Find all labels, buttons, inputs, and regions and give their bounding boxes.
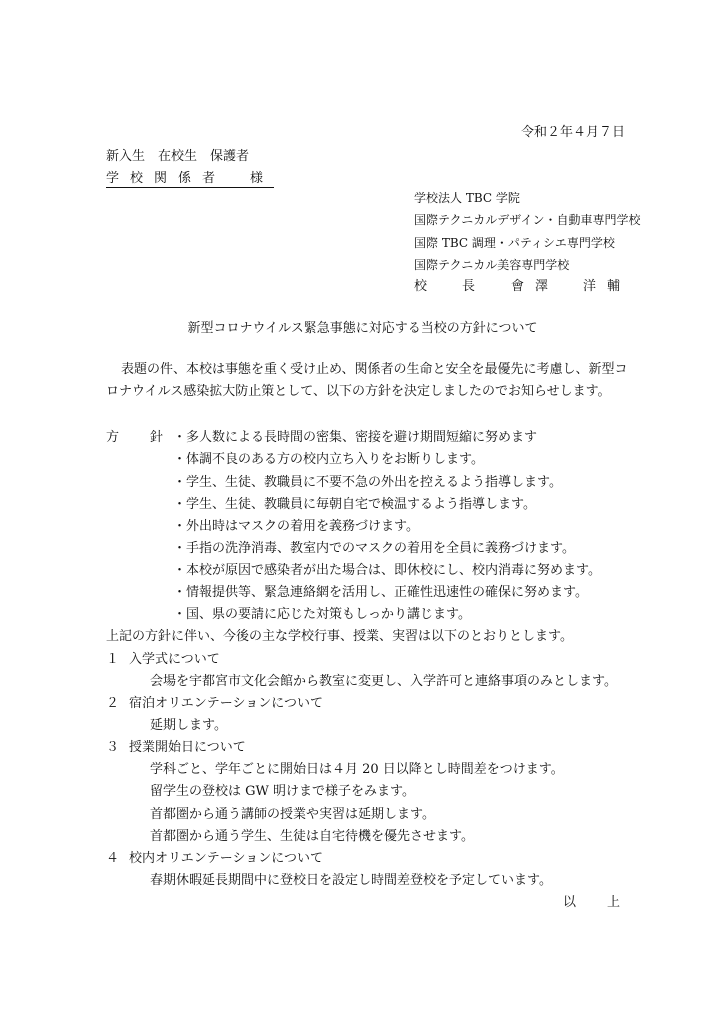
recipients-line-2: 学校関係者 様	[106, 171, 275, 186]
policy-item: ・手指の洗浄消毒、教室内でのマスクの着用を全員に義務づけます。	[173, 541, 575, 556]
document-date: 令和２年４月７日	[520, 125, 625, 140]
document-title: 新型コロナウイルス緊急事態に対応する当校の方針について	[187, 321, 538, 336]
closing: 以 上	[562, 895, 629, 910]
policy-item: ・情報提供等、緊急連絡網を活用し、正確性迅速性の確保に努めます。	[173, 585, 588, 600]
section-line: 留学生の登校は GW 明けまで様子をみます。	[150, 784, 415, 799]
section-line: 首都圏から通う学生、生徒は自宅待機を優先させます。	[150, 829, 474, 844]
section-line: 首都圏から通う講師の授業や実習は延期します。	[150, 807, 435, 822]
section-line: 会場を宇都宮市文化会館から教室に変更し、入学許可と連絡事項のみとします。	[150, 674, 617, 689]
sender-school-2: 国際 TBC 調理・パティシエ専門学校	[414, 236, 615, 250]
principal-name: 會澤 洋輔	[511, 279, 632, 294]
section-line: 春期休暇延長期間中に登校日を設定し時間差登校を予定しています。	[150, 873, 552, 888]
section-heading: 授業開始日について	[129, 740, 246, 755]
section-number: １	[106, 652, 120, 667]
section-line: 学科ごと、学年ごとに開始日は４月 20 日以降とし時間差をつけます。	[150, 762, 564, 777]
policy-item: ・多人数による長時間の密集、密接を避け期間短縮に努めます	[173, 430, 538, 445]
section-heading: 入学式について	[129, 652, 220, 667]
policy-item: ・体調不良のある方の校内立ち入りをお断りします。	[173, 452, 484, 467]
policy-item: ・国、県の要請に応じた対策もしっかり講じます。	[173, 607, 471, 622]
intro-line-2: ロナウイルス感染拡大防止策として、以下の方針を決定しましたのでお知らせします。	[106, 384, 611, 399]
policy-item: ・外出時はマスクの着用を義務づけます。	[173, 519, 419, 534]
policy-item: ・学生、生徒、教職員に毎朝自宅で検温するよう指導します。	[173, 497, 536, 512]
sender-school-3: 国際テクニカル美容専門学校	[414, 258, 570, 272]
section-heading: 宿泊オリエンテーションについて	[129, 696, 323, 711]
lead-in: 上記の方針に伴い、今後の主な学校行事、授業、実習は以下のとおりとします。	[106, 629, 573, 644]
section-number: ３	[106, 740, 120, 755]
intro-line-1: 表題の件、本校は事態を重く受け止め、関係者の生命と安全を最優先に考慮し、新型コ	[121, 362, 628, 377]
section-heading: 校内オリエンテーションについて	[129, 851, 323, 866]
principal-title: 校 長	[414, 279, 487, 294]
section-number: ４	[106, 851, 120, 866]
recipients-line-1: 新入生 在校生 保護者	[106, 149, 250, 164]
policy-item: ・学生、生徒、教職員に不要不急の外出を控えるよう指導します。	[173, 475, 562, 490]
section-line: 延期します。	[150, 718, 227, 733]
policy-label: 方 針	[106, 430, 173, 445]
sender-org: 学校法人 TBC 学院	[414, 191, 520, 205]
section-number: ２	[106, 696, 120, 711]
sender-school-1: 国際テクニカルデザイン・自動車専門学校	[414, 213, 641, 227]
policy-item: ・本校が原因で感染者が出た場合は、即休校にし、校内消毒に努めます。	[173, 563, 601, 578]
